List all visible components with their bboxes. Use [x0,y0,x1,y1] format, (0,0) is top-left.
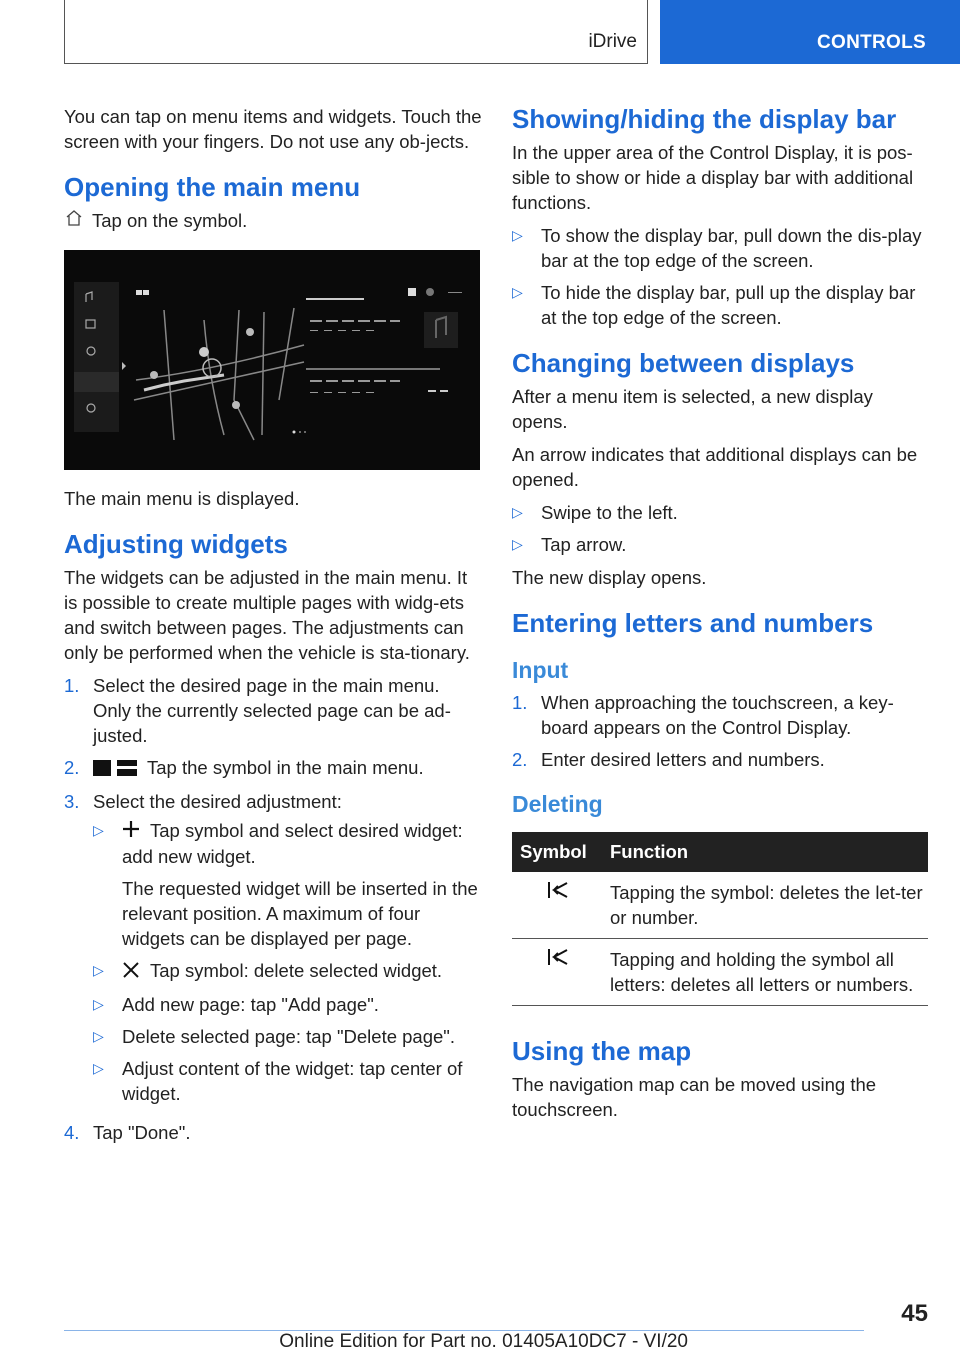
triangle-bullet-icon: ▷ [93,1027,104,1044]
changing-list [512,500,930,557]
left-column [64,104,482,1153]
heading-opening-main-menu: Opening the main menu [64,172,361,202]
list-item: ▷ Add new page: tap "Add page". [93,993,379,1015]
header-section-box [64,0,648,64]
list-item: ▷ Adjust content of the widget: tap center of widget. [93,1057,463,1104]
map-text: The navigation map can be moved using the touchscreen. [512,1074,877,1120]
triangle-bullet-icon: ▷ [512,227,523,243]
right-column [512,104,930,1130]
close-icon [122,960,140,985]
list-item: ▷ To hide the display bar, pull up the display bar at the top edge of the screen. [512,282,916,328]
list-item: 2. Tap the symbol in the main menu. [64,755,482,782]
main-menu-screenshot [64,250,480,470]
widget-layout-icon [93,757,137,782]
adjusting-widgets-text: The widgets can be adjusted in the main menu. It is possible to create multiple pages with widg-ets and switch between pages. The adjustments can only be performed when the vehicle is sta-tionary. [64,567,470,663]
list-item: ▷ Tap symbol: delete selected widget. [93,958,482,985]
list-item: 4. Tap "Done". [64,1121,191,1143]
home-icon [64,208,92,234]
header-chapter-tab [660,0,960,64]
list-item: 2. Enter desired letters and numbers. [512,749,825,770]
header-section-title: iDrive [588,31,637,52]
heading-entering-letters: Entering letters and numbers [512,608,874,638]
triangle-bullet-icon: ▷ [512,504,523,520]
header-chapter-title: CONTROLS [816,32,926,53]
main-menu-text: Tap on the symbol. [92,210,248,231]
triangle-bullet-icon: ▷ [512,536,523,552]
heading-adjusting-widgets: Adjusting widgets [64,529,288,559]
heading-using-map: Using the map [512,1036,692,1066]
heading-display-bar: Showing/hiding the display bar [512,104,897,134]
list-item: ▷ Swipe to the left. [512,502,678,523]
table-header-function: Function [602,832,928,872]
intro-paragraph: You can tap on menu items and widgets. Touch the screen with your fingers. Do not use any ob-jects. [64,106,482,152]
triangle-bullet-icon: ▷ [93,995,104,1012]
table-row: Tapping the symbol: deletes the let-ter or number. [512,872,928,939]
deleting-symbol-table [512,832,928,1006]
changing-text-1: After a menu item is selected, a new display opens. [512,386,873,432]
table-header-symbol: Symbol [512,832,602,872]
triangle-bullet-icon: ▷ [512,284,523,300]
list-item: ▷ Delete selected page: tap "Delete page". [93,1025,455,1047]
triangle-bullet-icon: ▷ [93,1059,104,1076]
changing-text-2: An arrow indicates that additional displays can be opened. [512,444,918,490]
triangle-bullet-icon: ▷ [93,962,104,979]
heading-changing-displays: Changing between displays [512,348,855,378]
list-item: 1. Select the desired page in the main menu. Only the currently selected page can be ad-justed. [64,675,451,746]
heading-deleting: Deleting [512,791,603,817]
delete-backspace-icon [546,950,572,971]
main-menu-displayed-text: The main menu is displayed. [64,488,300,509]
heading-input: Input [512,657,569,683]
list-item: ▷ Tap symbol and select desired widget: add new widget. The requested widget will be inserted in the relevant position. A maximum of four widgets can be displayed per page. [93,819,478,950]
input-steps-list [512,690,930,772]
main-menu-instruction [64,208,482,234]
delete-backspace-icon [546,883,572,904]
changing-after-text: The new display opens. [512,567,707,588]
list-item: 3. Select the desired adjustment: ▷ Tap symbol and select desired widget: add new widget. The requested widget will be inserted in the relevant position. A maximum of four widgets can be displayed per page. ▷ Tap symbol: delete selected widget. ▷ Add new page: tap "Add page". ▷ Delete selected page: tap "Delete page". ▷ Adjust content of the widget: tap center of widget. [64,789,482,1113]
display-bar-list [512,223,930,330]
triangle-bullet-icon: ▷ [93,821,104,838]
footer-edition-text: Online Edition for Part no. 01405A10DC7 - VI/20 [279,1331,688,1352]
list-item: ▷ To show the display bar, pull down the dis-play bar at the top edge of the screen. [512,225,922,271]
adjust-steps-list [64,673,482,1145]
adjustment-options-list [93,818,482,1106]
list-item: ▷ Tap arrow. [512,534,627,555]
list-item: 1. When approaching the touchscreen, a key-board appears on the Control Display. [512,692,894,738]
display-bar-text: In the upper area of the Control Display, it is pos-sible to show or hide a display bar with additional functions. [512,142,914,213]
page-number: 45 [901,1300,928,1327]
table-row: Tapping and holding the symbol all letters: deletes all letters or numbers. [512,939,928,1006]
plus-icon [122,819,140,844]
